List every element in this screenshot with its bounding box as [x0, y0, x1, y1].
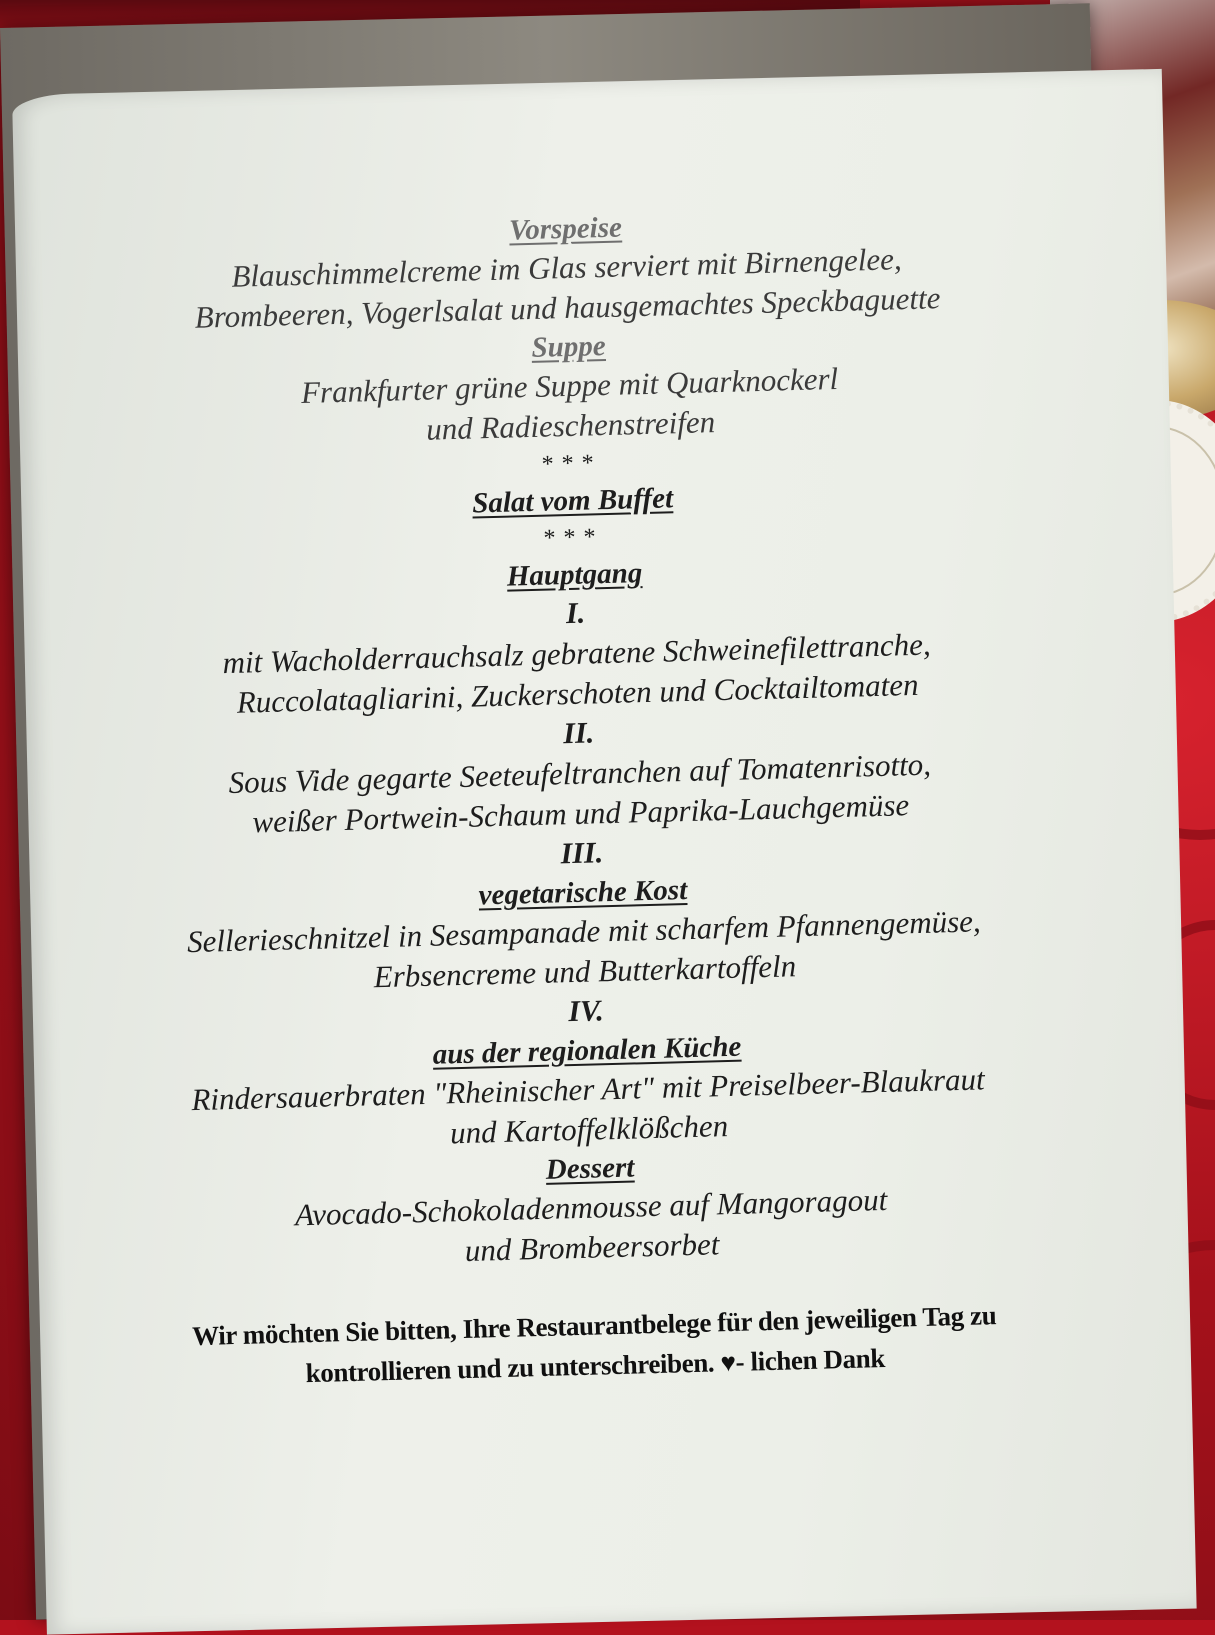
dish-line: Erbsencreme und Butterkartoffeln [373, 948, 797, 995]
menu-content [90, 198, 1070, 1399]
dish-line: und Brombeersorbet [464, 1226, 720, 1268]
dish-line: Avocado-Schokoladenmousse auf Mangoragout [294, 1181, 888, 1233]
heart-icon: ♥ [720, 1347, 736, 1378]
separator-stars: *** [541, 450, 602, 478]
dish-line: Ruccolatagliarini, Zuckerschoten und Cocktailtomaten [236, 666, 919, 720]
menu-sections [90, 198, 1067, 1281]
dish-line: Sous Vide gegarte Seeteufeltranchen auf Tomatenrisotto, [228, 746, 932, 800]
dish-line: und Radieschenstreifen [425, 404, 716, 447]
footer-line-1: Wir möchten Sie bitten, Ihre Restaurantbelege für den jeweiligen Tag zu [191, 1300, 997, 1352]
section-heading-text: Salat vom Buffet [471, 482, 674, 520]
section-heading-text: aus der regionalen Küche [432, 1030, 742, 1071]
footer-thanks: - lichen Dank [735, 1343, 886, 1377]
dish-line: Sellerieschnitzel in Sesampanade mit scharfem Pfannengemüse, [186, 903, 982, 960]
separator-stars: *** [543, 524, 604, 552]
dish-line: Rindersauerbraten "Rheinischer Art" mit Preiselbeer-Blaukraut [190, 1061, 986, 1118]
dish-line: mit Wacholderrauchsalz gebratene Schweinefilettranche, [222, 626, 932, 681]
dish-line: und Kartoffelklößchen [449, 1108, 729, 1151]
footer-line-2-text: kontrollieren und zu unterschreiben. [305, 1347, 715, 1389]
section-heading-text: Hauptgang [506, 557, 643, 593]
dish-line: Blauschimmelcreme im Glas serviert mit Birnengelee, [230, 241, 903, 294]
dish-line: Frankfurter grüne Suppe mit Quarknockerl [300, 360, 839, 410]
dish-line: Brombeeren, Vogerlsalat und hausgemachtes Speckbaguette [194, 280, 941, 335]
section-heading-text: Dessert [545, 1151, 635, 1186]
section-heading-text: vegetarische Kost [478, 874, 688, 912]
section-heading-text: Vorspeise [508, 211, 623, 247]
course-number: II. [562, 716, 595, 751]
course-number: III. [560, 836, 604, 871]
section-heading-text: Suppe [531, 329, 607, 364]
course-number: I. [565, 596, 586, 631]
dish-line: weißer Portwein-Schaum und Paprika-Lauchgemüse [251, 787, 910, 840]
course-number: IV. [567, 994, 605, 1029]
